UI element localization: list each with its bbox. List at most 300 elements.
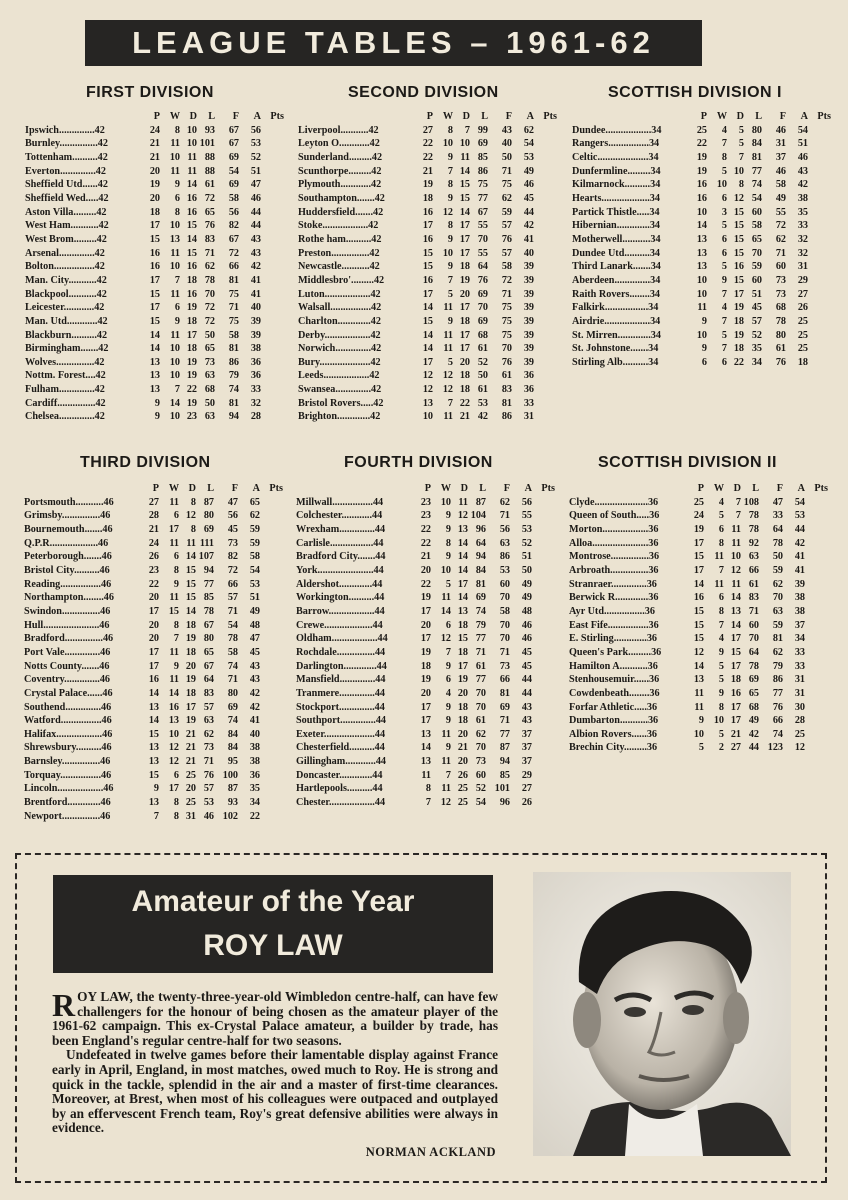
stat-cell: 33 (794, 646, 805, 658)
stat-cell: 81 (751, 151, 762, 163)
stat-cell: 17 (420, 715, 431, 727)
column-header: W (440, 483, 451, 494)
table-row (296, 673, 555, 687)
stat-cell: 41 (523, 233, 534, 245)
stat-cell: 12 (730, 564, 741, 576)
stat-cell: 19 (186, 397, 197, 409)
stat-cell: 17 (149, 302, 160, 314)
column-header: Pts (269, 483, 283, 494)
stat-cell: 71 (499, 646, 510, 658)
stat-cell: 13 (696, 233, 707, 245)
stat-cell: 86 (228, 356, 239, 368)
stat-cell: 18 (459, 370, 470, 382)
stat-cell: 22 (420, 537, 431, 549)
stat-cell: 10 (696, 206, 707, 218)
stat-cell: 20 (420, 619, 431, 631)
stat-cell: 10 (696, 288, 707, 300)
table-row (24, 755, 283, 769)
stat-cell: 18 (733, 315, 744, 327)
stat-cell: 43 (501, 124, 512, 136)
stat-cell: 18 (149, 206, 160, 218)
stat-cell: 100 (222, 769, 238, 781)
table-row (572, 137, 831, 151)
stat-cell: 39 (250, 315, 261, 327)
stat-cell: 15 (149, 288, 160, 300)
team-name-played: Dundee..................34 (572, 124, 662, 136)
stat-cell: 76 (204, 220, 215, 232)
stat-cell: 7 (735, 510, 741, 522)
stat-cell: 73 (204, 356, 215, 368)
stat-cell: 17 (457, 660, 468, 672)
stat-cell: 7 (445, 769, 451, 781)
stat-cell: 59 (249, 523, 260, 535)
stat-cell: 67 (228, 138, 239, 150)
stat-cell: 19 (457, 674, 468, 686)
stat-cell: 54 (797, 124, 808, 136)
stat-cell: 8 (447, 179, 453, 191)
stat-cell: 40 (523, 247, 534, 259)
stat-cell: 36 (249, 769, 260, 781)
stat-cell: 20 (457, 756, 468, 768)
stat-cell: 62 (772, 578, 783, 590)
stat-cell: 7 (735, 496, 741, 508)
stat-cell: 5 (447, 356, 453, 368)
stat-cell: 38 (794, 605, 805, 617)
stat-cell: 65 (204, 206, 215, 218)
stat-cell: 38 (797, 192, 808, 204)
stat-cell: 11 (421, 769, 431, 781)
stat-cell: 68 (204, 384, 215, 396)
stat-cell: 9 (153, 783, 159, 795)
column-header: L (752, 483, 759, 494)
table-row (24, 741, 283, 755)
stat-cell: 11 (697, 302, 707, 314)
table-row (298, 260, 557, 274)
stat-cell: 11 (441, 592, 451, 604)
stat-cell: 80 (751, 124, 762, 136)
stat-cell: 77 (477, 192, 488, 204)
stat-cell: 10 (169, 151, 180, 163)
feature-heading-box (53, 875, 493, 973)
table-row (24, 509, 283, 523)
team-name-played: Q.P.R...................46 (24, 537, 109, 549)
stat-cell: 94 (203, 564, 214, 576)
table-row (296, 509, 555, 523)
stat-cell: 5 (721, 220, 727, 232)
stat-cell: 94 (228, 411, 239, 423)
stat-cell: 26 (797, 302, 808, 314)
team-name-played: Dundee Utd..........34 (572, 247, 661, 259)
stat-cell: 72 (227, 564, 238, 576)
story-paragraph-2: Undefeated in twelve games before their lamentable display against France early in April, England, in most matches, owed much to Roy. He is strong and quick in the tackle, splendid in the air and a master of first-time clearances. Moreover, at Brest, when most of his colleagues were outpaced and outplayed by an effervescent French team, Roy's great defensive abilities were always in evidence. (52, 1047, 498, 1136)
page-banner: LEAGUE TABLES – 1961-62 (85, 20, 702, 66)
team-name-played: Blackburn..........42 (25, 329, 108, 341)
stat-cell: 9 (154, 411, 160, 423)
stat-cell: 30 (794, 701, 805, 713)
stat-cell: 25 (797, 329, 808, 341)
stat-cell: 101 (199, 138, 215, 150)
stat-cell: 102 (222, 810, 238, 822)
stat-cell: 23 (186, 411, 197, 423)
table-row (298, 397, 557, 411)
stat-cell: 75 (501, 329, 512, 341)
stat-cell: 20 (148, 633, 159, 645)
stat-cell: 45 (751, 302, 762, 314)
stat-cell: 59 (249, 537, 260, 549)
table-row (25, 315, 284, 329)
stat-cell: 39 (794, 578, 805, 590)
team-name-played: Sheffield Utd......42 (25, 179, 108, 191)
stat-cell: 11 (694, 701, 704, 713)
stat-cell: 12 (422, 370, 433, 382)
stat-cell: 26 (457, 769, 468, 781)
team-name-played: Barnsley...............46 (24, 756, 111, 768)
stat-cell: 69 (228, 179, 239, 191)
stat-cell: 79 (475, 619, 486, 631)
team-name-played: Leicester............42 (25, 302, 105, 314)
team-name-played: Crewe...................44 (296, 619, 383, 631)
stat-cell: 27 (148, 496, 159, 508)
stat-cell: 78 (203, 605, 214, 617)
stat-cell: 11 (443, 411, 453, 423)
stat-cell: 49 (523, 165, 534, 177)
stat-cell: 18 (186, 343, 197, 355)
stat-cell: 14 (693, 578, 704, 590)
stat-cell: 73 (775, 288, 786, 300)
stat-cell: 66 (227, 578, 238, 590)
stat-cell: 71 (499, 715, 510, 727)
stat-cell: 18 (186, 315, 197, 327)
stat-cell: 12 (440, 633, 451, 645)
stat-cell: 10 (169, 261, 180, 273)
stat-cell: 31 (794, 674, 805, 686)
stat-cell: 21 (148, 523, 159, 535)
team-name-played: Kilmarnock..........34 (572, 179, 661, 191)
stat-cell: 59 (772, 564, 783, 576)
table-row (296, 728, 555, 742)
stat-cell: 46 (775, 165, 786, 177)
stat-cell: 76 (775, 356, 786, 368)
team-name-played: Bury....................42 (298, 356, 381, 368)
stat-cell: 16 (168, 701, 179, 713)
stat-cell: 19 (693, 523, 704, 535)
table-row (569, 591, 828, 605)
stat-cell: 52 (250, 151, 261, 163)
team-name-played: Stockport..............44 (296, 701, 385, 713)
table-row (298, 192, 557, 206)
stat-cell: 5 (698, 742, 704, 754)
table-row (24, 496, 283, 510)
stat-cell: 46 (797, 151, 808, 163)
stat-cell: 9 (154, 397, 160, 409)
stat-cell: 60 (499, 578, 510, 590)
stat-cell: 10 (440, 496, 451, 508)
stat-cell: 70 (475, 742, 486, 754)
stat-cell: 87 (227, 783, 238, 795)
feature-heading: Amateur of the Year (131, 885, 415, 918)
stat-cell: 29 (521, 769, 532, 781)
stat-cell: 86 (772, 674, 783, 686)
column-header: P (426, 111, 433, 122)
stat-cell: 72 (775, 220, 786, 232)
stat-cell: 6 (721, 356, 727, 368)
stat-cell: 21 (185, 742, 196, 754)
table-row (24, 578, 283, 592)
table-row (25, 206, 284, 220)
stat-cell: 20 (148, 592, 159, 604)
stat-cell: 21 (457, 742, 468, 754)
stat-cell: 7 (721, 315, 727, 327)
team-name-played: Birmingham.......42 (25, 343, 109, 355)
stat-cell: 80 (203, 510, 214, 522)
stat-cell: 53 (523, 151, 534, 163)
stat-cell: 75 (501, 315, 512, 327)
table-row (569, 714, 828, 728)
team-name-played: Morton..................36 (569, 523, 659, 535)
stat-cell: 64 (475, 537, 486, 549)
team-name-played: Burnley...............42 (25, 138, 108, 150)
stat-cell: 39 (250, 329, 261, 341)
stat-cell: 25 (185, 769, 196, 781)
stat-cell: 12 (422, 384, 433, 396)
stat-cell: 11 (441, 783, 451, 795)
stat-cell: 54 (249, 564, 260, 576)
column-header: Pts (270, 111, 284, 122)
stat-cell: 11 (170, 247, 180, 259)
table-row (25, 178, 284, 192)
stat-cell: 88 (204, 165, 215, 177)
stat-cell: 57 (501, 220, 512, 232)
stat-cell: 17 (148, 646, 159, 658)
team-name-played: Torquay................46 (24, 769, 112, 781)
column-header: W (713, 483, 724, 494)
stat-cell: 71 (227, 605, 238, 617)
stat-cell: 36 (250, 356, 261, 368)
stat-cell: 38 (249, 756, 260, 768)
stat-cell: 104 (470, 510, 486, 522)
table-row (569, 632, 828, 646)
stat-cell: 20 (420, 564, 431, 576)
stat-cell: 11 (443, 343, 453, 355)
stat-cell: 78 (748, 660, 759, 672)
stat-cell: 14 (422, 343, 433, 355)
stat-cell: 24 (148, 537, 159, 549)
stat-cell: 45 (521, 660, 532, 672)
team-column-header (24, 482, 141, 496)
team-name-played: Stirling Alb..........34 (572, 356, 659, 368)
stat-cell: 82 (227, 551, 238, 563)
stat-cell: 78 (775, 315, 786, 327)
stat-cell: 9 (721, 274, 727, 286)
table-row (298, 274, 557, 288)
stat-cell: 20 (420, 687, 431, 699)
team-name-played: Rothe ham..........42 (298, 233, 382, 245)
stat-cell: 83 (203, 687, 214, 699)
stat-cell: 43 (521, 715, 532, 727)
stat-cell: 27 (730, 742, 741, 754)
stat-cell: 8 (445, 537, 451, 549)
stat-cell: 28 (148, 510, 159, 522)
stat-cell: 9 (447, 151, 453, 163)
stat-cell: 11 (187, 165, 197, 177)
team-name-played: Southampton.......42 (298, 192, 385, 204)
stat-cell: 18 (797, 356, 808, 368)
stat-cell: 62 (499, 496, 510, 508)
stat-cell: 11 (169, 674, 179, 686)
stat-cell: 13 (169, 233, 180, 245)
stat-cell: 61 (775, 343, 786, 355)
stat-cell: 66 (748, 564, 759, 576)
stat-cell: 88 (204, 151, 215, 163)
column-header: D (188, 483, 196, 494)
stat-cell: 38 (249, 742, 260, 754)
table-row (25, 274, 284, 288)
stat-cell: 73 (475, 756, 486, 768)
stat-cell: 68 (775, 302, 786, 314)
stat-cell: 7 (721, 343, 727, 355)
stat-cell: 19 (420, 646, 431, 658)
stat-cell: 10 (169, 356, 180, 368)
team-name-played: Leeds..................42 (298, 370, 380, 382)
stat-cell: 16 (148, 674, 159, 686)
stat-cell: 8 (721, 151, 727, 163)
stat-cell: 4 (718, 496, 724, 508)
stat-cell: 18 (420, 660, 431, 672)
stat-cell: 15 (186, 220, 197, 232)
stat-cell: 49 (521, 578, 532, 590)
stat-cell: 69 (477, 315, 488, 327)
stat-cell: 25 (457, 783, 468, 795)
stat-cell: 17 (730, 633, 741, 645)
stat-cell: 6 (173, 551, 179, 563)
stat-cell: 64 (477, 261, 488, 273)
stat-cell: 48 (521, 605, 532, 617)
table-row (296, 619, 555, 633)
column-header: P (697, 483, 704, 494)
team-name-played: Celtic....................34 (572, 151, 659, 163)
stat-cell: 45 (227, 523, 238, 535)
stat-cell: 87 (203, 496, 214, 508)
stat-cell: 72 (228, 247, 239, 259)
stat-cell: 87 (475, 496, 486, 508)
team-name-played: Montrose...............36 (569, 551, 660, 563)
stat-cell: 70 (475, 687, 486, 699)
stat-cell: 43 (249, 660, 260, 672)
table-row (298, 410, 557, 424)
column-header: Pts (814, 483, 828, 494)
stat-cell: 57 (227, 592, 238, 604)
stat-cell: 26 (148, 551, 159, 563)
stat-cell: 41 (249, 715, 260, 727)
table-row (298, 206, 557, 220)
stat-cell: 72 (204, 315, 215, 327)
stat-cell: 84 (227, 742, 238, 754)
stat-cell: 6 (173, 510, 179, 522)
column-header: F (232, 111, 239, 122)
stat-cell: 34 (794, 633, 805, 645)
stat-cell: 6 (701, 356, 707, 368)
stat-cell: 67 (477, 206, 488, 218)
stat-cell: 71 (475, 646, 486, 658)
stat-cell: 17 (730, 660, 741, 672)
stat-cell: 95 (227, 756, 238, 768)
stat-cell: 10 (696, 329, 707, 341)
column-header: L (479, 483, 486, 494)
stat-cell: 18 (457, 701, 468, 713)
stat-cell: 9 (445, 715, 451, 727)
column-header: F (505, 111, 512, 122)
stat-cell: 77 (499, 728, 510, 740)
team-name-played: Chester..................44 (296, 797, 386, 809)
stat-cell: 43 (249, 674, 260, 686)
stat-cell: 17 (148, 660, 159, 672)
stat-cell: 42 (249, 687, 260, 699)
stat-cell: 69 (748, 674, 759, 686)
team-name-played: Grimsby...............46 (24, 510, 111, 522)
table-row (572, 165, 831, 179)
stat-cell: 19 (422, 179, 433, 191)
stat-cell: 19 (696, 151, 707, 163)
stat-cell: 10 (733, 165, 744, 177)
stat-cell: 11 (694, 687, 704, 699)
stat-cell: 58 (228, 329, 239, 341)
stat-cell: 5 (738, 124, 744, 136)
stat-cell: 75 (501, 302, 512, 314)
stat-cell: 53 (203, 797, 214, 809)
stat-cell: 6 (173, 769, 179, 781)
stat-cell: 69 (227, 701, 238, 713)
team-name-played: Third Lanark.......34 (572, 261, 661, 273)
team-name-played: Walsall................42 (298, 302, 382, 314)
stat-cell: 85 (477, 151, 488, 163)
stat-cell: 70 (499, 592, 510, 604)
table-row (24, 646, 283, 660)
team-name-played: Sunderland.........42 (298, 151, 383, 163)
first-division-title: FIRST DIVISION (86, 84, 214, 101)
stat-cell: 62 (249, 510, 260, 522)
stat-cell: 39 (523, 329, 534, 341)
stat-cell: 7 (425, 797, 431, 809)
stat-cell: 25 (797, 315, 808, 327)
stat-cell: 41 (250, 274, 261, 286)
team-name-played: Cowdenbeath........36 (569, 687, 660, 699)
stat-cell: 11 (731, 537, 741, 549)
stat-cell: 12 (442, 206, 453, 218)
stat-cell: 40 (250, 302, 261, 314)
team-name-played: Luton..................42 (298, 288, 381, 300)
stat-cell: 12 (733, 192, 744, 204)
stat-cell: 14 (185, 551, 196, 563)
stat-cell: 47 (772, 496, 783, 508)
stat-cell: 13 (149, 370, 160, 382)
stat-cell: 36 (523, 384, 534, 396)
stat-cell: 70 (748, 633, 759, 645)
stat-cell: 15 (185, 578, 196, 590)
table-row (298, 342, 557, 356)
stat-cell: 84 (227, 728, 238, 740)
stat-cell: 15 (733, 206, 744, 218)
stat-cell: 38 (794, 592, 805, 604)
stat-cell: 59 (751, 261, 762, 273)
stat-cell: 69 (477, 138, 488, 150)
stat-cell: 35 (751, 343, 762, 355)
table-row (298, 315, 557, 329)
stat-cell: 7 (174, 384, 180, 396)
stat-cell: 42 (249, 701, 260, 713)
story-paragraph-1: , the twenty-three-year-old Wimbledon centre-half, can have few challengers for the honour of being chosen as the amateur player of the 1961-62 campaign. This ex-Crystal Palace amateur, a builder by trade, has been England's regular centre-half for two seasons. (52, 989, 498, 1048)
stat-cell: 70 (204, 288, 215, 300)
stat-cell: 61 (501, 370, 512, 382)
